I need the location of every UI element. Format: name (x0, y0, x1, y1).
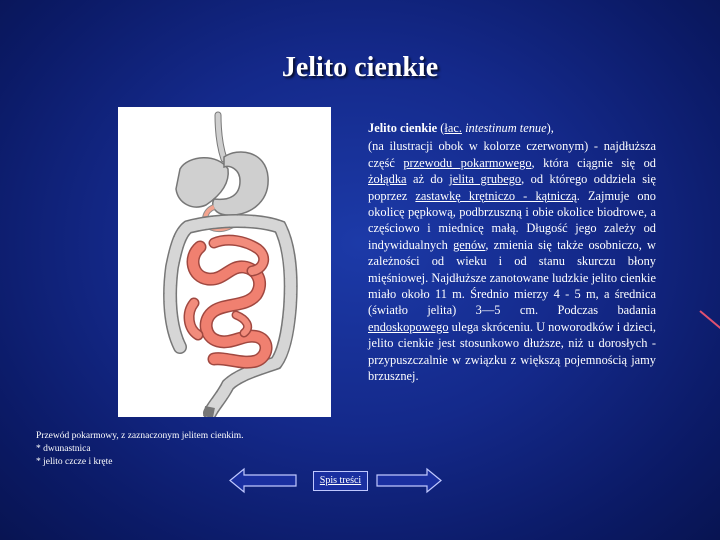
previous-slide-arrow-icon[interactable] (228, 467, 298, 494)
slide-title: Jelito cienkie (281, 52, 439, 83)
illustration-caption (36, 430, 316, 469)
digestive-tract-illustration (118, 107, 331, 417)
article-paren-open: ( (437, 121, 445, 135)
article-text-6: , zmienia się także osobniczo, w zależności od wieku i od stanu skurczu błony mięśniowej. Najdłuższe zanotowane ludzkie jelito cienkie miało około 11 m. Średnio mierzy 4 - 5 m, a średnica (światło jelita) 3—5 cm. Podczas badania (368, 237, 656, 318)
link-przewodu-pokarmowego[interactable]: przewodu pokarmowego (403, 155, 532, 170)
article-text-3: aż do (406, 172, 450, 187)
link-jelita-grubego[interactable]: jelita grubego (449, 172, 522, 187)
caption-line-2: * dwunastnica (36, 444, 91, 454)
link-genow[interactable]: genów (453, 237, 486, 252)
table-of-contents-button[interactable]: Spis treści (313, 471, 368, 491)
digestive-tract-drawing (118, 107, 331, 417)
article-text-2: , która ciągnie się od (531, 155, 656, 170)
link-zoladka[interactable]: żołądka (368, 172, 407, 187)
next-slide-arrow-icon[interactable] (375, 467, 443, 494)
latin-term: intestinum tenue (465, 121, 547, 135)
caption-line-3: * jelito czcze i kręte (36, 457, 113, 467)
article-text-1: (na ilustracji obok w kolorze czerwonym) - najdłuższa część (368, 139, 656, 170)
link-zastawki[interactable]: zastawkę krętniczo - kątniczą (415, 188, 577, 203)
link-endoskopowego[interactable]: endoskopowego (368, 319, 449, 334)
small-intestine (189, 240, 266, 362)
article-text (368, 120, 656, 385)
decorative-line (699, 310, 720, 331)
article-text-4: , od którego oddziela się poprzez (368, 172, 656, 203)
caption-line-1: Przewód pokarmowy, z zaznaczonym jelitem cienkim. (36, 431, 244, 441)
article-body (368, 138, 656, 384)
article-heading-line (368, 120, 656, 136)
article-paren-close: ), (546, 121, 554, 135)
article-text-5: . Zajmuje ono okolicę pępkową, podbrzuszną i obie okolice biodrowe, a częściowo i miednicę małą. Długość jego zależy od indywidualnych (368, 188, 657, 252)
article-term: Jelito cienkie (368, 121, 438, 135)
article-text-7: ulega skróceniu. U noworodków i dzieci, jelito cienkie jest stosunkowo dłuższe, niż u dorosłych - przypuszczalnie w związku z większą pojemnością jamy brzusznej. (368, 319, 656, 384)
lat-link[interactable]: łac. (444, 121, 462, 135)
